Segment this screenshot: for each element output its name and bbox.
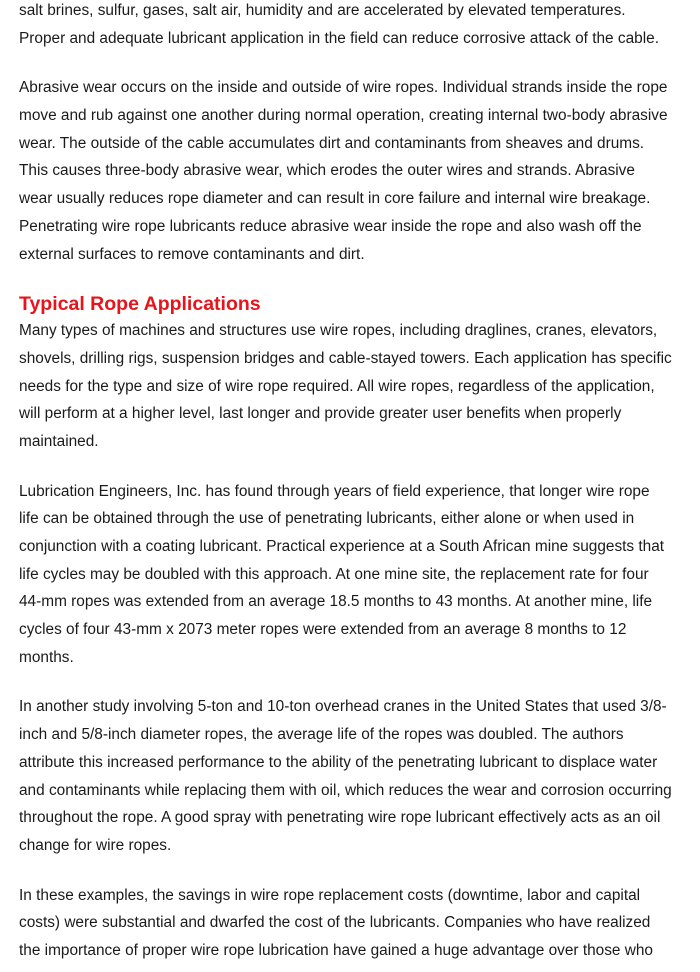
text-line: Many types of machines and structures use wire ropes, including draglines, cranes, elevators, <box>19 322 658 340</box>
paragraph-crane-study <box>19 693 691 859</box>
paragraph-savings <box>19 882 691 965</box>
text-line: needs for the type and size of wire rope required. All wire ropes, regardless of the application, <box>19 377 655 395</box>
text-line: costs) were substantial and dwarfed the cost of the lubricants. Companies who have realized <box>19 914 651 932</box>
text-line: the importance of proper wire rope lubrication have gained a huge advantage over those who <box>19 941 653 959</box>
text-line: life can be obtained through the use of penetrating lubricants, either alone or when used in <box>19 510 635 528</box>
text-line: external surfaces to remove contaminants and dirt. <box>19 245 365 263</box>
paragraph-applications <box>19 317 691 455</box>
text-line: salt brines, sulfur, gases, salt air, humidity and are accelerated by elevated temperatures. <box>19 2 626 19</box>
section-heading: Typical Rope Applications <box>19 293 261 316</box>
text-line: will perform at a higher level, last longer and provide greater user benefits when properly <box>19 405 622 423</box>
paragraph-abrasive-wear <box>19 74 691 268</box>
text-line: In these examples, the savings in wire rope replacement costs (downtime, labor and capital <box>19 886 641 904</box>
text-line: In another study involving 5-ton and 10-ton overhead cranes in the United States that used 3/8- <box>19 698 667 716</box>
text-line: maintained. <box>19 432 99 450</box>
text-line: move and rub against one another during normal operation, creating internal two-body abrasive <box>19 107 668 125</box>
text-line: months. <box>19 648 74 666</box>
paragraph-corrosion <box>19 0 691 52</box>
text-line: shovels, drilling rigs, suspension bridges and cable-stayed towers. Each application has specific <box>19 349 672 367</box>
text-line: 44-mm ropes was extended from an average 18.5 months to 43 months. At another mine, life <box>19 593 653 611</box>
text-line: Penetrating wire rope lubricants reduce abrasive wear inside the rope and also wash off the <box>19 217 642 235</box>
text-line: inch and 5/8-inch diameter ropes, the average life of the ropes was doubled. The authors <box>19 726 624 744</box>
document-page <box>19 0 691 965</box>
text-line: throughout the rope. A good spray with penetrating wire rope lubricant effectively acts as an oil <box>19 809 661 827</box>
text-line: wear usually reduces rope diameter and can result in core failure and internal wire breakage. <box>19 190 651 208</box>
paragraph-field-experience <box>19 478 691 672</box>
text-line: attribute this increased performance to the ability of the penetrating lubricant to displace water <box>19 753 658 771</box>
text-line: change for wire ropes. <box>19 836 172 854</box>
text-line: cycles of four 43-mm x 2073 meter ropes were extended from an average 8 months to 12 <box>19 621 627 639</box>
text-line: and contaminants while replacing them with oil, which reduces the wear and corrosion occurring <box>19 781 672 799</box>
text-line: wear. The outside of the cable accumulates dirt and contaminants from sheaves and drums. <box>19 134 645 152</box>
text-line: Abrasive wear occurs on the inside and outside of wire ropes. Individual strands inside the rope <box>19 79 668 97</box>
text-line: conjunction with a coating lubricant. Practical experience at a South African mine suggests that <box>19 538 665 555</box>
text-line: life cycles may be doubled with this approach. At one mine site, the replacement rate for four <box>19 565 649 583</box>
text-line: This causes three-body abrasive wear, which erodes the outer wires and strands. Abrasive <box>19 162 635 180</box>
text-line: Lubrication Engineers, Inc. has found through years of field experience, that longer wire rope <box>19 482 650 500</box>
text-line: Proper and adequate lubricant application in the field can reduce corrosive attack of the cable. <box>19 29 659 47</box>
